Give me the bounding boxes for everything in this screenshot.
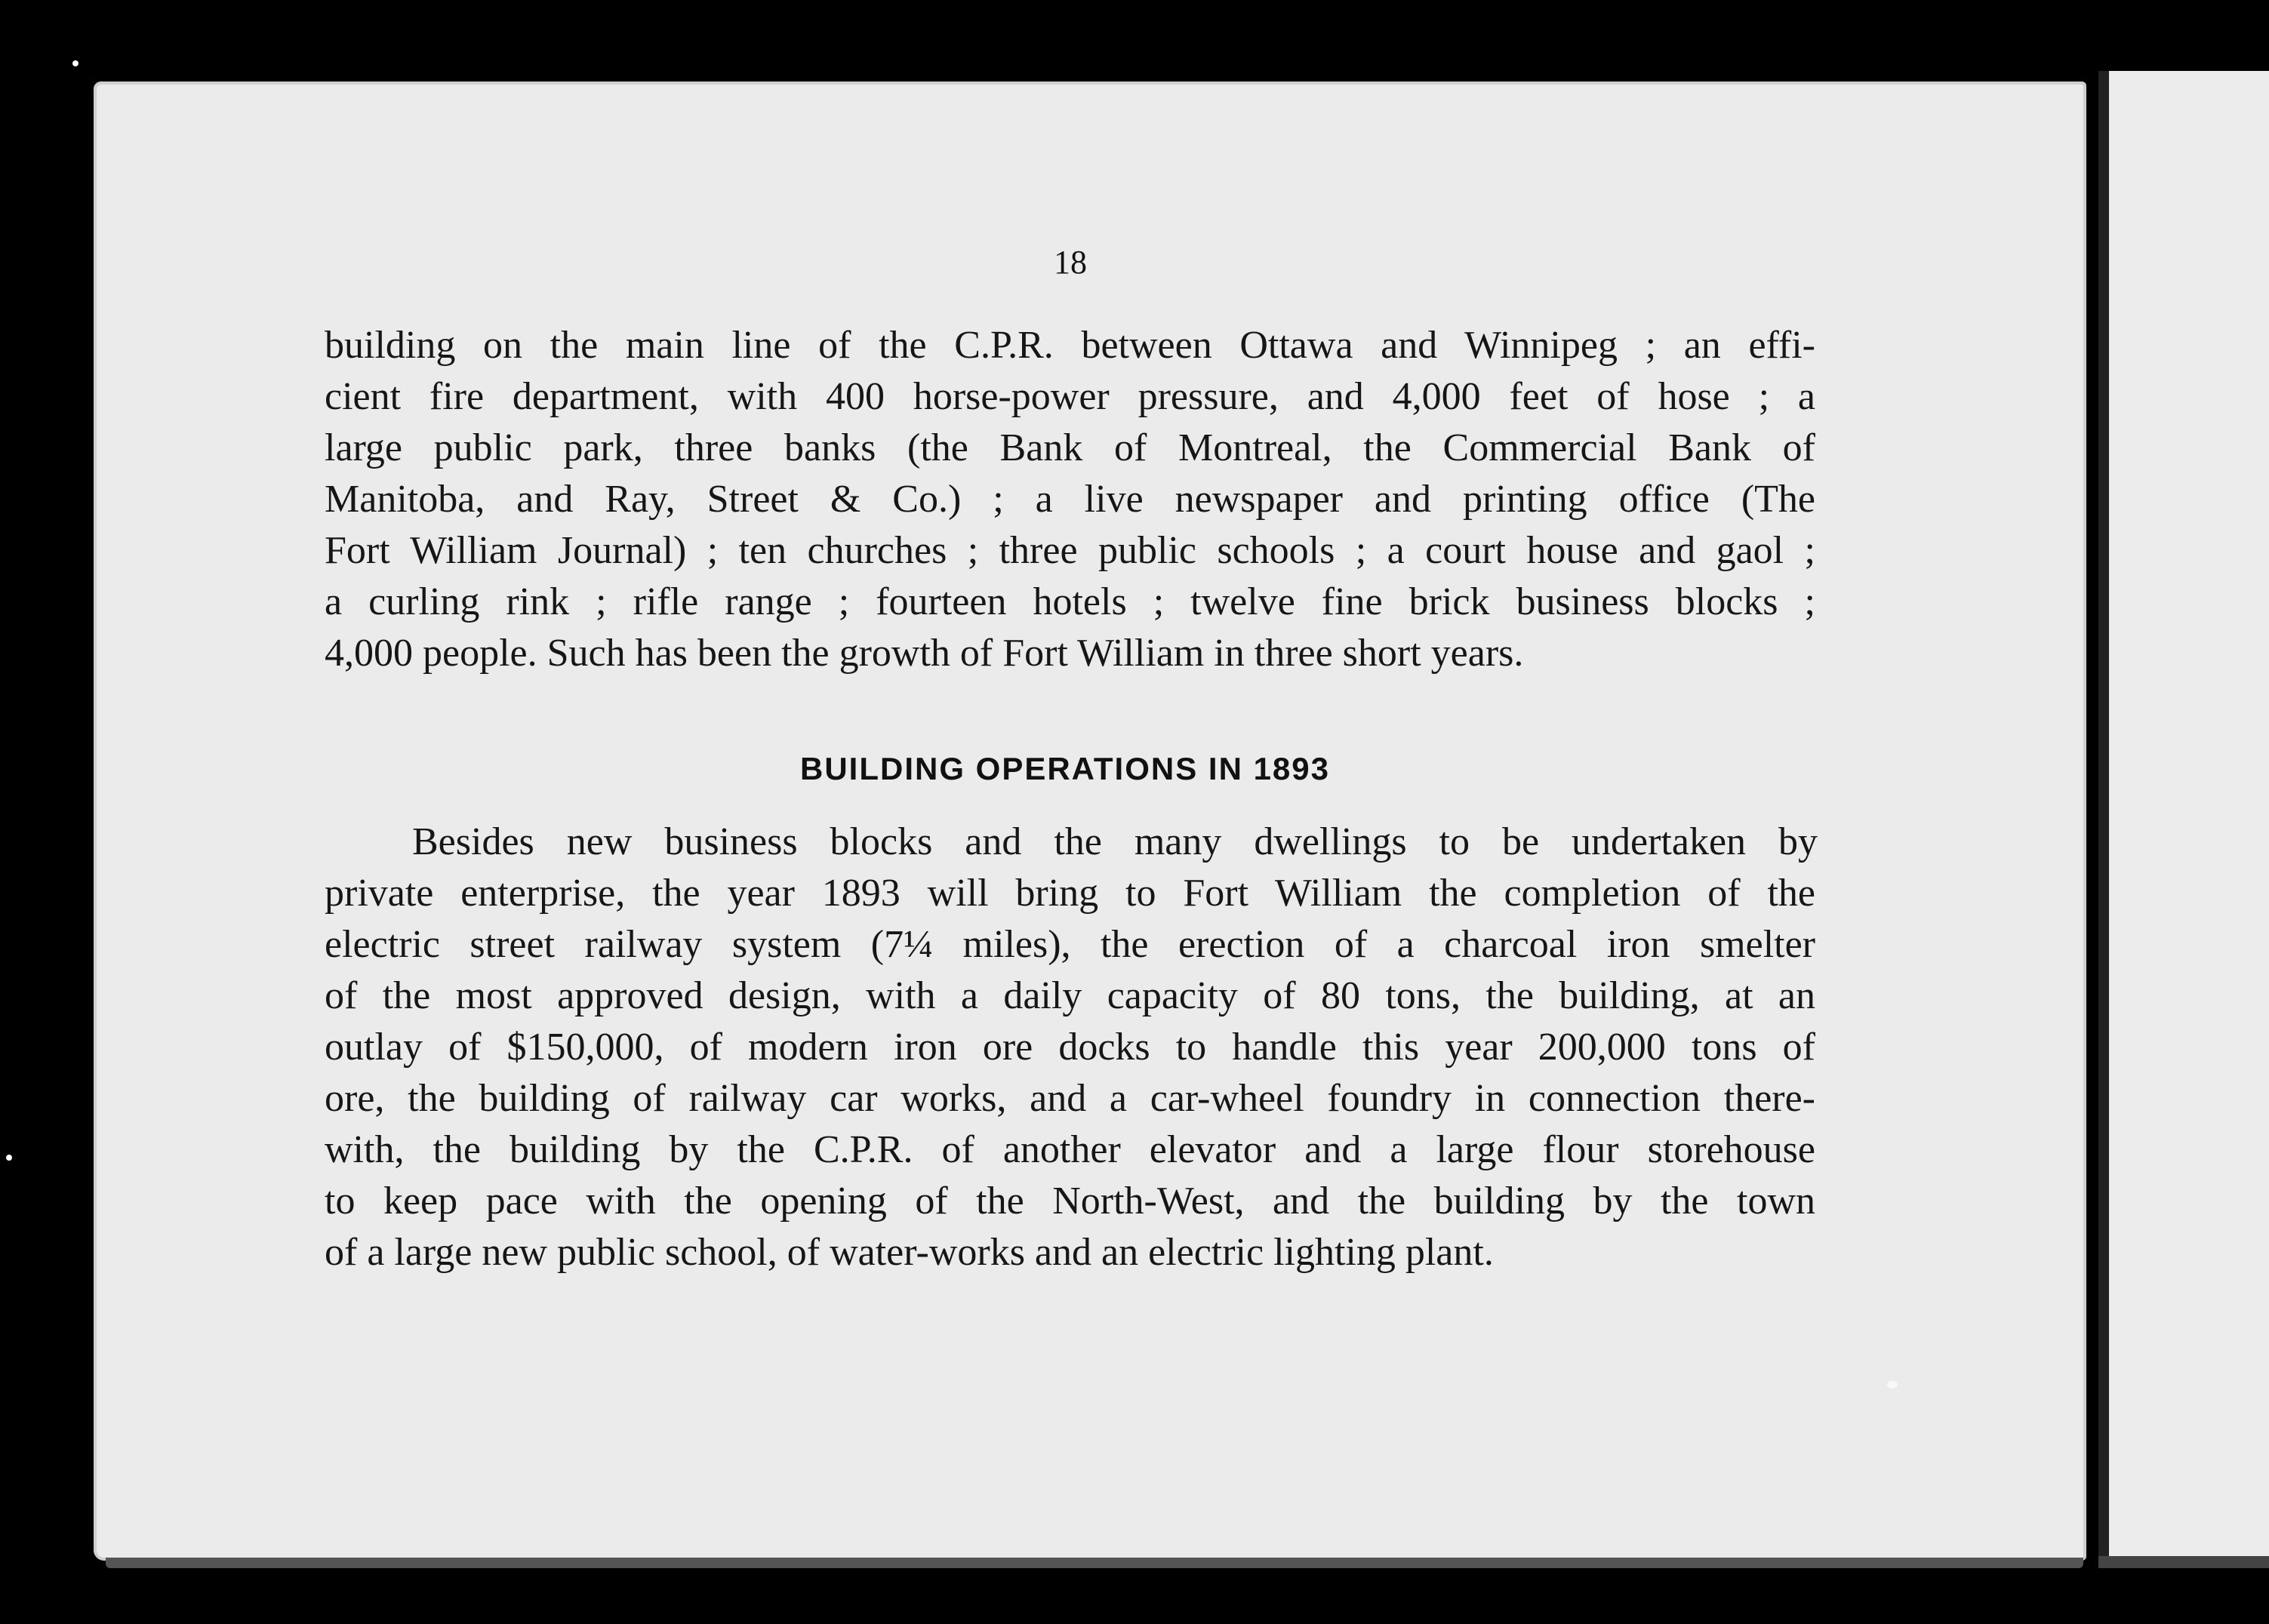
paragraph-1-line-4: Manitoba, and Ray, Street & Co.) ; a live newspaper and printing office (The <box>325 478 1815 521</box>
paragraph-2-line-9: of a large new public school, of water-works and an electric lighting plant. <box>325 1231 1494 1274</box>
paragraph-2-line-1: Besides new business blocks and the many dwellings to be undertaken by <box>412 820 1818 863</box>
scan-speck <box>6 1155 12 1161</box>
paragraph-2-line-8: to keep pace with the opening of the North-West, and the building by the town <box>325 1180 1815 1223</box>
section-heading: BUILDING OPERATIONS IN 1893 <box>800 751 1331 786</box>
paragraph-1-line-1: building on the main line of the C.P.R. between Ottawa and Winnipeg ; an effi- <box>325 324 1815 367</box>
paragraph-2-line-7: with, the building by the C.P.R. of another elevator and a large flour storehouse <box>325 1128 1815 1171</box>
paragraph-1-line-7: 4,000 people. Such has been the growth of Fort William in three short years. <box>325 632 1524 675</box>
paragraph-1-line-2: cient fire department, with 400 horse-power pressure, and 4,000 feet of hose ; a <box>325 375 1815 418</box>
scan-speck <box>72 60 79 66</box>
paragraph-2-line-3: electric street railway system (7¼ miles), the erection of a charcoal iron smelter <box>325 923 1815 966</box>
paragraph-1-line-5: Fort William Journal) ; ten churches ; three public schools ; a court house and gaol ; <box>325 529 1815 572</box>
paragraph-2-line-5: outlay of $150,000, of modern iron ore docks to handle this year 200,000 tons of <box>325 1026 1815 1069</box>
facing-page-edge <box>2098 1556 2269 1568</box>
scan-speck <box>1887 1381 1898 1389</box>
paragraph-2-line-6: ore, the building of railway car works, and a car-wheel foundry in connection there- <box>325 1077 1815 1120</box>
page-number: 18 <box>1054 244 1087 281</box>
paragraph-2-line-4: of the most approved design, with a daily capacity of 80 tons, the building, at an <box>325 974 1815 1017</box>
facing-page <box>2098 71 2269 1561</box>
paragraph-1-line-6: a curling rink ; rifle range ; fourteen hotels ; twelve fine brick business blocks ; <box>325 580 1815 623</box>
paragraph-1-line-3: large public park, three banks (the Bank of Montreal, the Commercial Bank of <box>325 426 1815 469</box>
paragraph-2-line-2: private enterprise, the year 1893 will bring to Fort William the completion of the <box>325 872 1815 915</box>
page-edge <box>106 1558 2083 1568</box>
